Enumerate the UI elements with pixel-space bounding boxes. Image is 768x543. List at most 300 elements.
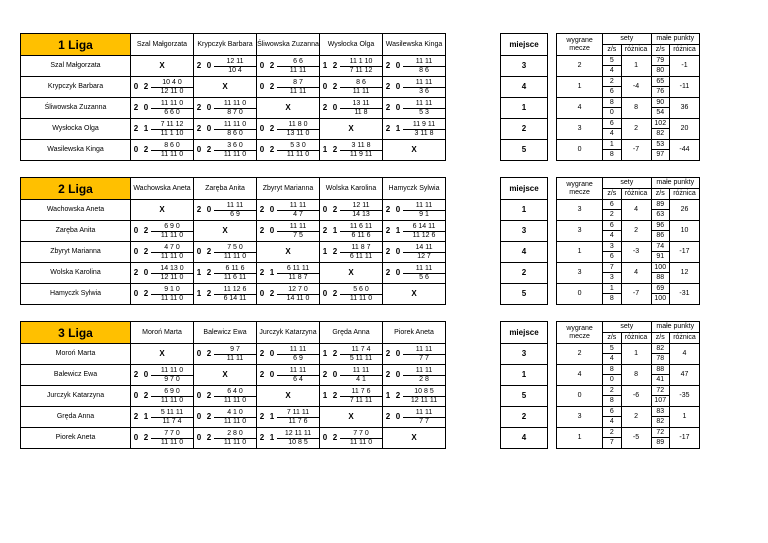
place-value: 2 bbox=[501, 407, 548, 428]
set-scores-bottom: 14 13 bbox=[352, 210, 370, 218]
matches-won: 0 bbox=[557, 140, 603, 161]
sets-won: 0 bbox=[133, 247, 139, 256]
column-header: Piorek Aneta bbox=[383, 322, 446, 344]
sets-lost-total: 2 bbox=[603, 210, 621, 221]
match-result bbox=[257, 407, 320, 428]
points-diff: -17 bbox=[669, 428, 699, 449]
league-1 bbox=[0, 33, 768, 163]
set-scores-top: 5 6 0 bbox=[340, 286, 382, 295]
set-scores-bottom: 8 6 bbox=[419, 66, 429, 74]
sets-won: 0 bbox=[259, 124, 265, 133]
sets-lost: 1 bbox=[395, 124, 401, 133]
place-row bbox=[501, 119, 548, 140]
sets-won: 2 bbox=[133, 412, 139, 421]
match-result bbox=[131, 284, 194, 305]
sets-lost: 2 bbox=[332, 433, 338, 442]
sets-won-total: 5 bbox=[603, 344, 621, 354]
set-scores-bottom: 5 11 11 bbox=[349, 354, 373, 362]
sets-lost: 0 bbox=[395, 349, 401, 358]
sets-won: 1 bbox=[322, 391, 328, 400]
points-diff: 10 bbox=[669, 221, 699, 242]
sets-won-total: 7 bbox=[603, 263, 621, 273]
sets-won: 2 bbox=[385, 247, 391, 256]
sets-lost: 2 bbox=[206, 145, 212, 154]
sets-won: 2 bbox=[133, 370, 139, 379]
match-result bbox=[383, 407, 446, 428]
points-lost-total: 82 bbox=[651, 417, 669, 428]
set-scores-bottom: 11 11 0 bbox=[160, 294, 184, 302]
sets-won: 1 bbox=[196, 268, 202, 277]
sets-lost: 2 bbox=[269, 145, 275, 154]
match-result bbox=[257, 428, 320, 449]
sets-lost: 2 bbox=[143, 433, 149, 442]
points-won-total: 74 bbox=[651, 242, 669, 252]
sets-diff: 2 bbox=[621, 119, 651, 140]
sets-lost-total: 6 bbox=[603, 252, 621, 263]
set-scores-bottom: 9 7 0 bbox=[164, 375, 180, 383]
match-result bbox=[194, 428, 257, 449]
points-lost-total: 91 bbox=[651, 252, 669, 263]
set-scores-bottom: 6 11 11 bbox=[349, 252, 373, 260]
stats-row-top bbox=[557, 365, 700, 375]
set-scores-top: 10 4 0 bbox=[151, 79, 193, 88]
set-scores-top: 7 7 0 bbox=[151, 430, 193, 439]
sets-won: 2 bbox=[385, 82, 391, 91]
column-header: Hamyczk Sylwia bbox=[383, 178, 446, 200]
sets-won: 2 bbox=[385, 124, 391, 133]
column-header: Wasilewska Kinga bbox=[383, 34, 446, 56]
match-result bbox=[131, 119, 194, 140]
set-scores-top: 11 11 bbox=[214, 202, 256, 211]
sets-diff: 4 bbox=[621, 200, 651, 221]
match-result bbox=[320, 140, 383, 161]
set-scores-top: 11 11 bbox=[403, 58, 445, 67]
stats-subheader: z/s bbox=[651, 333, 669, 344]
set-scores-top: 11 11 0 bbox=[151, 100, 193, 109]
set-scores-top: 11 11 0 bbox=[214, 121, 256, 130]
match-result bbox=[383, 365, 446, 386]
sets-won: 2 bbox=[259, 370, 265, 379]
column-header: Zbyryt Marianna bbox=[257, 178, 320, 200]
points-won-total: 69 bbox=[651, 284, 669, 294]
place-value: 5 bbox=[501, 386, 548, 407]
set-scores-top: 7 11 11 bbox=[277, 409, 319, 418]
player-name: Wolska Karolina bbox=[21, 263, 131, 284]
sets-header: sety bbox=[603, 178, 651, 189]
match-result bbox=[383, 119, 446, 140]
points-diff: 47 bbox=[669, 365, 699, 386]
match-result bbox=[383, 200, 446, 221]
sets-lost: 0 bbox=[395, 205, 401, 214]
player-row bbox=[21, 242, 446, 263]
stats-subheader: z/s bbox=[603, 189, 621, 200]
sets-won: 2 bbox=[259, 349, 265, 358]
sets-diff: 2 bbox=[621, 407, 651, 428]
sets-won: 2 bbox=[259, 433, 265, 442]
sets-lost: 2 bbox=[332, 205, 338, 214]
player-name: Hamyczk Sylwia bbox=[21, 284, 131, 305]
set-scores-bottom: 11 11 bbox=[289, 87, 307, 95]
points-diff: 12 bbox=[669, 263, 699, 284]
sets-won: 2 bbox=[385, 61, 391, 70]
player-row bbox=[21, 428, 446, 449]
sets-won-total: 3 bbox=[603, 242, 621, 252]
set-scores-bottom: 11 11 0 bbox=[223, 396, 247, 404]
place-row bbox=[501, 344, 548, 365]
place-value: 2 bbox=[501, 263, 548, 284]
set-scores-bottom: 3 6 bbox=[419, 87, 429, 95]
points-lost-total: 76 bbox=[651, 87, 669, 98]
set-scores-top: 7 11 12 bbox=[151, 121, 193, 130]
sets-won: 2 bbox=[133, 124, 139, 133]
match-result bbox=[320, 200, 383, 221]
sets-lost: 2 bbox=[269, 82, 275, 91]
set-scores-bottom: 11 11 0 bbox=[349, 438, 373, 446]
set-scores-top: 6 4 0 bbox=[214, 388, 256, 397]
sets-diff: -7 bbox=[621, 284, 651, 305]
set-scores-top: 13 11 bbox=[340, 100, 382, 109]
stats-table bbox=[556, 33, 700, 161]
sets-won: 0 bbox=[133, 433, 139, 442]
sets-lost: 2 bbox=[206, 433, 212, 442]
set-scores-bottom: 11 11 0 bbox=[223, 417, 247, 425]
matches-won: 0 bbox=[557, 284, 603, 305]
match-result bbox=[383, 98, 446, 119]
sets-lost: 2 bbox=[332, 349, 338, 358]
sets-lost: 0 bbox=[269, 370, 275, 379]
header-row bbox=[21, 178, 446, 200]
sets-lost: 0 bbox=[395, 268, 401, 277]
match-result bbox=[194, 200, 257, 221]
sets-won-total: 1 bbox=[603, 140, 621, 150]
set-scores-bottom: 10 8 5 bbox=[288, 438, 308, 446]
sets-won: 1 bbox=[322, 247, 328, 256]
set-scores-bottom: 11 11 bbox=[289, 66, 307, 74]
set-scores-top: 11 6 11 bbox=[340, 223, 382, 232]
set-scores-top: 11 7 4 bbox=[340, 346, 382, 355]
self-match-x: X bbox=[320, 263, 383, 284]
match-result bbox=[320, 428, 383, 449]
stats-row-top bbox=[557, 98, 700, 108]
sets-won: 2 bbox=[385, 412, 391, 421]
sets-lost: 0 bbox=[206, 124, 212, 133]
sets-won-total: 6 bbox=[603, 221, 621, 231]
stats-row-top bbox=[557, 386, 700, 396]
sets-lost: 1 bbox=[332, 226, 338, 235]
match-result bbox=[257, 77, 320, 98]
sets-won: 0 bbox=[133, 82, 139, 91]
player-name: Zaręba Anita bbox=[21, 221, 131, 242]
set-scores-top: 11 11 bbox=[277, 367, 319, 376]
sets-lost: 2 bbox=[143, 391, 149, 400]
match-result bbox=[257, 344, 320, 365]
set-scores-top: 8 6 bbox=[340, 79, 382, 88]
set-scores-bottom: 7 7 bbox=[419, 354, 429, 362]
points-won-total: 82 bbox=[651, 344, 669, 354]
points-lost-total: 82 bbox=[651, 129, 669, 140]
sets-lost: 2 bbox=[143, 289, 149, 298]
set-scores-top: 4 1 0 bbox=[214, 409, 256, 418]
points-diff: 1 bbox=[669, 407, 699, 428]
stats-table bbox=[556, 177, 700, 305]
sets-lost: 0 bbox=[395, 247, 401, 256]
place-header-row bbox=[501, 178, 548, 200]
set-scores-bottom: 2 8 bbox=[419, 375, 429, 383]
sets-won-total: 6 bbox=[603, 119, 621, 129]
place-value: 1 bbox=[501, 200, 548, 221]
self-match-x: X bbox=[320, 407, 383, 428]
set-scores-top: 5 3 0 bbox=[277, 142, 319, 151]
match-result bbox=[131, 221, 194, 242]
sets-won: 2 bbox=[133, 268, 139, 277]
column-header: Zaręba Anita bbox=[194, 178, 257, 200]
match-result bbox=[257, 263, 320, 284]
self-match-x: X bbox=[194, 77, 257, 98]
place-table bbox=[500, 321, 548, 449]
stats-subheader: różnica bbox=[621, 189, 651, 200]
sets-lost: 2 bbox=[206, 268, 212, 277]
league-title: 3 Liga bbox=[21, 322, 131, 344]
sets-lost: 2 bbox=[143, 247, 149, 256]
match-result bbox=[257, 221, 320, 242]
place-header: miejsce bbox=[501, 322, 548, 344]
sets-header: sety bbox=[603, 322, 651, 333]
column-header: Gręda Anna bbox=[320, 322, 383, 344]
set-scores-bottom: 11 8 7 bbox=[288, 273, 308, 281]
player-row bbox=[21, 344, 446, 365]
place-value: 3 bbox=[501, 56, 548, 77]
set-scores-top: 9 7 bbox=[214, 346, 256, 355]
player-name: Szal Małgorzata bbox=[21, 56, 131, 77]
place-header: miejsce bbox=[501, 34, 548, 56]
sets-won: 2 bbox=[385, 370, 391, 379]
sets-lost: 2 bbox=[269, 124, 275, 133]
set-scores-top: 11 8 7 bbox=[340, 244, 382, 253]
stats-row-top bbox=[557, 242, 700, 252]
sets-lost: 0 bbox=[395, 103, 401, 112]
player-row bbox=[21, 407, 446, 428]
set-scores-bottom: 11 11 0 bbox=[223, 438, 247, 446]
place-value: 1 bbox=[501, 98, 548, 119]
set-scores-bottom: 11 7 6 bbox=[288, 417, 308, 425]
sets-lost-total: 8 bbox=[603, 396, 621, 407]
set-scores-bottom: 10 4 bbox=[228, 66, 242, 74]
sets-won: 0 bbox=[322, 205, 328, 214]
header-row bbox=[21, 322, 446, 344]
sets-won-total: 2 bbox=[603, 77, 621, 87]
match-result bbox=[320, 242, 383, 263]
place-row bbox=[501, 428, 548, 449]
place-row bbox=[501, 284, 548, 305]
sets-lost: 0 bbox=[332, 370, 338, 379]
column-header: Moroń Marta bbox=[131, 322, 194, 344]
player-row bbox=[21, 221, 446, 242]
sets-won: 2 bbox=[385, 349, 391, 358]
set-scores-top: 8 7 bbox=[277, 79, 319, 88]
sets-diff: -6 bbox=[621, 386, 651, 407]
column-header: Krypczyk Barbara bbox=[194, 34, 257, 56]
set-scores-bottom: 11 8 bbox=[354, 108, 368, 116]
match-result bbox=[320, 77, 383, 98]
stats-row-top bbox=[557, 119, 700, 129]
stats-header-row bbox=[557, 34, 700, 45]
match-result bbox=[194, 98, 257, 119]
set-scores-bottom: 3 11 8 bbox=[414, 129, 434, 137]
set-scores-top: 11 11 bbox=[403, 79, 445, 88]
matches-won: 2 bbox=[557, 56, 603, 77]
stats-row-top bbox=[557, 344, 700, 354]
points-diff: 36 bbox=[669, 98, 699, 119]
sets-lost: 2 bbox=[269, 61, 275, 70]
sets-lost-total: 4 bbox=[603, 66, 621, 77]
set-scores-bottom: 12 11 11 bbox=[410, 396, 438, 404]
match-result bbox=[383, 263, 446, 284]
set-scores-bottom: 9 1 bbox=[419, 210, 429, 218]
match-result bbox=[257, 200, 320, 221]
column-header: Szal Małgorzata bbox=[131, 34, 194, 56]
player-name: Zbyryt Marianna bbox=[21, 242, 131, 263]
points-diff: 26 bbox=[669, 200, 699, 221]
set-scores-top: 4 7 0 bbox=[151, 244, 193, 253]
place-value: 3 bbox=[501, 344, 548, 365]
sets-won: 2 bbox=[385, 226, 391, 235]
stats-row-top bbox=[557, 428, 700, 438]
match-result bbox=[320, 386, 383, 407]
points-diff: -35 bbox=[669, 386, 699, 407]
self-match-x: X bbox=[131, 200, 194, 221]
player-row bbox=[21, 365, 446, 386]
stats-row-top bbox=[557, 263, 700, 273]
column-header: Wolska Karolina bbox=[320, 178, 383, 200]
place-row bbox=[501, 140, 548, 161]
player-name: Krypczyk Barbara bbox=[21, 77, 131, 98]
match-result bbox=[194, 119, 257, 140]
set-scores-bottom: 6 9 bbox=[230, 210, 240, 218]
place-row bbox=[501, 98, 548, 119]
sets-lost: 0 bbox=[395, 61, 401, 70]
match-result bbox=[194, 56, 257, 77]
match-result bbox=[131, 77, 194, 98]
set-scores-bottom: 11 11 0 bbox=[160, 252, 184, 260]
match-result bbox=[131, 140, 194, 161]
player-row bbox=[21, 140, 446, 161]
sets-won: 2 bbox=[322, 103, 328, 112]
sets-lost: 1 bbox=[269, 268, 275, 277]
matches-won: 4 bbox=[557, 365, 603, 386]
points-won-total: 83 bbox=[651, 407, 669, 417]
player-row bbox=[21, 56, 446, 77]
self-match-x: X bbox=[257, 242, 320, 263]
set-scores-bottom: 6 11 6 bbox=[351, 231, 371, 239]
results-grid bbox=[20, 33, 446, 161]
won-header: wygrane mecze bbox=[557, 178, 603, 200]
sets-won: 2 bbox=[259, 205, 265, 214]
set-scores-bottom: 6 4 bbox=[293, 375, 303, 383]
set-scores-bottom: 8 6 0 bbox=[227, 129, 243, 137]
match-result bbox=[383, 221, 446, 242]
self-match-x: X bbox=[194, 365, 257, 386]
points-lost-total: 107 bbox=[651, 396, 669, 407]
sets-lost: 0 bbox=[395, 412, 401, 421]
self-match-x: X bbox=[257, 386, 320, 407]
match-result bbox=[194, 140, 257, 161]
sets-lost: 2 bbox=[206, 349, 212, 358]
player-row bbox=[21, 386, 446, 407]
stats-subheader: różnica bbox=[621, 333, 651, 344]
sets-lost: 0 bbox=[143, 268, 149, 277]
match-result bbox=[257, 56, 320, 77]
stats-row-top bbox=[557, 56, 700, 66]
place-row bbox=[501, 263, 548, 284]
set-scores-bottom: 11 11 0 bbox=[160, 396, 184, 404]
sets-won: 0 bbox=[133, 145, 139, 154]
sets-won: 2 bbox=[322, 370, 328, 379]
sets-lost-total: 4 bbox=[603, 129, 621, 140]
set-scores-bottom: 11 11 0 bbox=[349, 294, 373, 302]
sets-lost: 0 bbox=[269, 205, 275, 214]
column-header: Śliwowska Zuzanna bbox=[257, 34, 320, 56]
set-scores-bottom: 4 1 bbox=[356, 375, 366, 383]
match-result bbox=[194, 386, 257, 407]
set-scores-bottom: 12 11 0 bbox=[160, 87, 184, 95]
set-scores-top: 11 11 bbox=[403, 346, 445, 355]
place-row bbox=[501, 365, 548, 386]
points-won-total: 79 bbox=[651, 56, 669, 66]
sets-won: 0 bbox=[133, 391, 139, 400]
sets-won: 0 bbox=[196, 247, 202, 256]
match-result bbox=[257, 365, 320, 386]
points-won-total: 89 bbox=[651, 200, 669, 210]
set-scores-bottom: 6 6 0 bbox=[164, 108, 180, 116]
sets-lost: 2 bbox=[143, 226, 149, 235]
match-result bbox=[131, 428, 194, 449]
sets-lost: 0 bbox=[143, 370, 149, 379]
sets-lost: 1 bbox=[395, 226, 401, 235]
sets-lost: 2 bbox=[143, 145, 149, 154]
points-diff: -44 bbox=[669, 140, 699, 161]
place-row bbox=[501, 242, 548, 263]
match-result bbox=[194, 344, 257, 365]
sets-won: 0 bbox=[259, 61, 265, 70]
match-result bbox=[257, 284, 320, 305]
set-scores-bottom: 6 14 11 bbox=[223, 294, 247, 302]
set-scores-top: 14 13 0 bbox=[151, 265, 193, 274]
sets-won: 0 bbox=[322, 289, 328, 298]
won-header: wygrane mecze bbox=[557, 34, 603, 56]
set-scores-bottom: 14 11 0 bbox=[286, 294, 310, 302]
set-scores-top: 10 8 5 bbox=[403, 388, 445, 397]
set-scores-top: 6 6 bbox=[277, 58, 319, 67]
sets-diff: -4 bbox=[621, 77, 651, 98]
stats-subheader: z/s bbox=[603, 45, 621, 56]
sets-won-total: 2 bbox=[603, 428, 621, 438]
points-lost-total: 86 bbox=[651, 231, 669, 242]
player-name: Moroń Marta bbox=[21, 344, 131, 365]
set-scores-top: 11 9 11 bbox=[403, 121, 445, 130]
small-points-header: małe punkty bbox=[651, 322, 699, 333]
column-header: Wysłocka Olga bbox=[320, 34, 383, 56]
self-match-x: X bbox=[383, 140, 446, 161]
set-scores-top: 6 9 0 bbox=[151, 388, 193, 397]
self-match-x: X bbox=[257, 98, 320, 119]
sets-lost: 1 bbox=[143, 124, 149, 133]
set-scores-top: 6 11 6 bbox=[214, 265, 256, 274]
sets-lost: 0 bbox=[395, 370, 401, 379]
player-name: Wachowska Aneta bbox=[21, 200, 131, 221]
set-scores-top: 3 6 0 bbox=[214, 142, 256, 151]
set-scores-bottom: 11 12 6 bbox=[412, 231, 436, 239]
set-scores-top: 11 11 bbox=[403, 100, 445, 109]
